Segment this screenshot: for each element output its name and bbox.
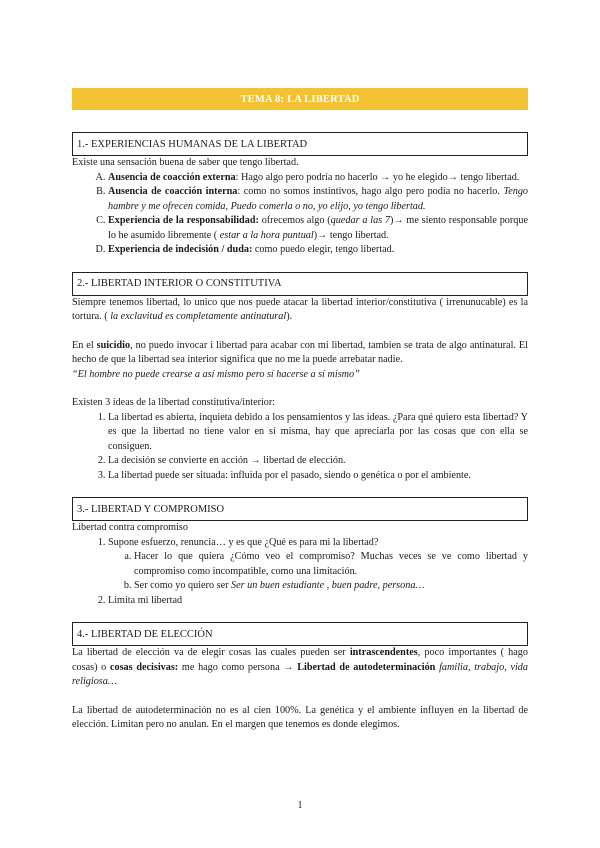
- section-1-heading: 1.- EXPERIENCIAS HUMANAS DE LA LIBERTAD: [72, 132, 528, 156]
- section-2-paragraph-1: Siempre tenemos libertad, lo unico que nos puede atacar la libertad interior/constitutiva ( irrenunucable) es la tortura. ( la exclavitud es completamente antinatural).: [72, 296, 528, 322]
- page-number: 1: [297, 800, 303, 811]
- section-3-list: [72, 536, 528, 609]
- section-3-heading: 3.- LIBERTAD Y COMPROMISO: [72, 497, 528, 521]
- list-item: D. Experiencia de indecisión / duda: como puedo elegir, tengo libertad.: [108, 243, 528, 258]
- section-4-paragraph-2: La libertad de autodeterminación no es al cien 100%. La genética y el ambiente influyen en la libertad de elección. Limitan pero no anulan. En el margen que tenemos es donde elegimos.: [72, 704, 528, 730]
- list-item: C. Experiencia de la responsabilidad: ofrecemos algo (quedar a las 7)→ me siento responsable porque lo he asumido libremente ( estar a la hora puntual)→ tengo libertad.: [108, 214, 528, 243]
- section-1-intro: Existe una sensación buena de saber que tengo libertad.: [72, 157, 299, 168]
- list-item: 2. Limita mi libertad: [108, 594, 528, 609]
- title-banner: [72, 88, 528, 110]
- section-2-quote: “El hombre no puede crearse a así mismo pero sí hacerse a sí mismo”: [72, 368, 360, 380]
- section-3-sublist: [108, 550, 528, 594]
- list-item: 1. Supone esfuerzo, renuncia… y es que ¿Qué es para mi la libertad? a. Hacer lo que quiera ¿Cómo veo el compromiso? Muchas veces se ve como libertad y compromiso como incompatible, como una limitación. b. Ser como yo quiero ser Ser un buen estudiante , buen padre, persona…: [108, 536, 528, 594]
- list-item: 1. La libertad es abierta, inquieta debido a los pensamientos y las ideas. ¿Para qué quiero esta libertad? Y es que la libertad no tiene valor en sí misma, hay que apreciarla por las cosas que con ella se consiguen.: [108, 411, 528, 455]
- section-2-paragraph-2: En el suicidio, no puedo invocar i libertad para acabar con mi libertad, tambien se trata de algo antinatural. El hecho de que la libertad sea interior significa que no me la puede arrebatar nadie.: [72, 339, 528, 365]
- list-item: A. Ausencia de coacción externa: Hago algo pero podría no hacerlo → yo he elegido→ tengo libertad.: [108, 171, 528, 186]
- section-2-list: [72, 411, 528, 484]
- list-item: 2. La decisión se convierte en acción → libertad de elección.: [108, 454, 528, 469]
- section-2-heading: 2.- LIBERTAD INTERIOR O CONSTITUTIVA: [72, 272, 528, 296]
- document-title: TEMA 8: LA LIBERTAD: [240, 93, 360, 105]
- list-item: b. Ser como yo quiero ser Ser un buen estudiante , buen padre, persona…: [134, 579, 528, 594]
- list-item: a. Hacer lo que quiera ¿Cómo veo el compromiso? Muchas veces se ve como libertad y compromiso como incompatible, como una limitación.: [134, 550, 528, 579]
- section-4-paragraph-1: La libertad de elección va de elegir cosas las cuales pueden ser intrascendentes, poco importantes ( hago cosas) o cosas decisivas: me hago como persona → Libertad de autodeterminación familia, trabajo, vida religiosa…: [72, 647, 528, 687]
- section-2-paragraph-3: Existen 3 ideas de la libertad constitutiva/interior:: [72, 397, 276, 408]
- list-item: 3. La libertad puede ser situada: influida por el pasado, siendo o genética o por el ambiente.: [108, 469, 528, 484]
- list-item: B. Ausencia de coacción interna: como no somos instintivos, hago algo pero podía no hacerlo. Tengo hambre y me ofrecen comida, Puedo comerla o no, yo elijo, yo tengo libertad.: [108, 185, 528, 214]
- section-1-list: [72, 171, 528, 258]
- section-4-heading: 4.- LIBERTAD DE ELECCIÓN: [72, 622, 528, 646]
- document-page: [72, 88, 528, 733]
- section-3-intro: Libertad contra compromiso: [72, 522, 188, 533]
